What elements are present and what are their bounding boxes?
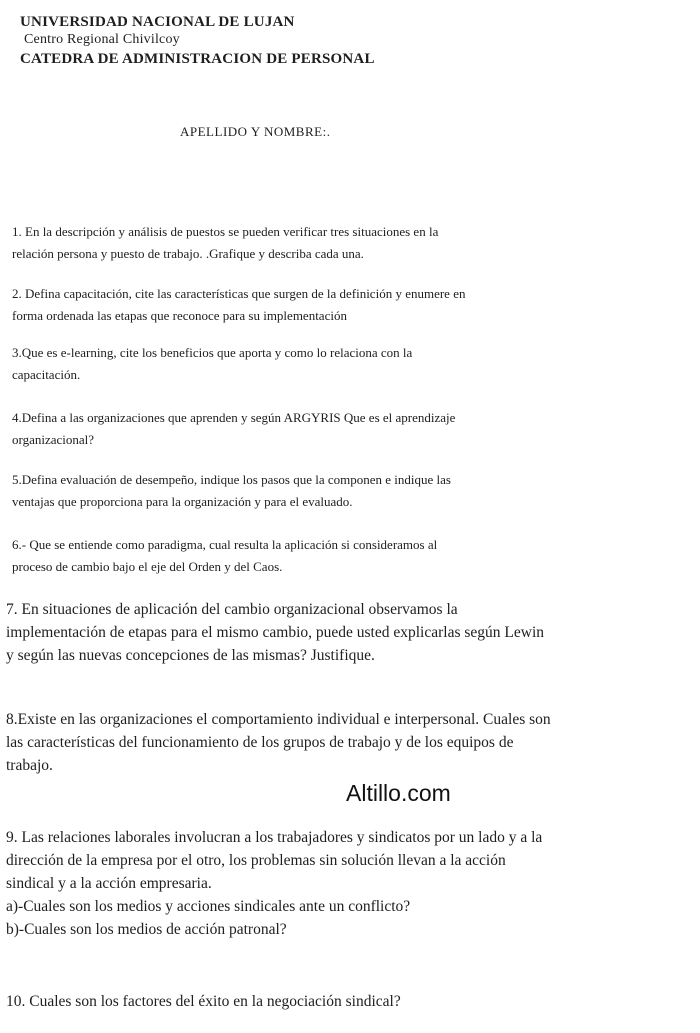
question-7: 7. En situaciones de aplicación del cambio organizacional observamos la implementación de etapas para el mismo cambio, puede usted explicarlas según Lewin y según las nuevas concepciones de las mismas? Justifique. (6, 601, 545, 664)
question-2: 2. Defina capacitación, cite las características que surgen de la definición y enumere en forma ordenada las etapas que reconoce para su implementación (12, 286, 466, 323)
student-name-field: APELLIDO Y NOMBRE:. (180, 124, 331, 139)
question-4: 4.Defina a las organizaciones que aprenden y según ARGYRIS Que es el aprendizaje organizacional? (12, 410, 456, 447)
question-10: 10. Cuales son los factores del éxito en la negociación sindical? (6, 993, 401, 1010)
question-6: 6.- Que se entiende como paradigma, cual resulta la aplicación si consideramos al proceso de cambio bajo el eje del Orden y del Caos. (12, 537, 438, 574)
question-9: 9. Las relaciones laborales involucran a los trabajadores y sindicatos por un lado y a la dirección de la empresa por el otro, los problemas sin solución llevan a la acción sindical y a la acción empresaria. a)-Cuales son los medios y acciones sindicales ante un conflicto? b)-Cuales son los medios de acción patronal? (6, 829, 543, 938)
chair-name: CATEDRA DE ADMINISTRACION DE PERSONAL (20, 51, 375, 67)
university-name: UNIVERSIDAD NACIONAL DE LUJAN (20, 14, 295, 30)
question-5: 5.Defina evaluación de desempeño, indique los pasos que la componen e indique las ventajas que proporciona para la organización y para el evaluado. (12, 472, 451, 509)
altillo-watermark: Altillo.com (346, 780, 451, 806)
question-3: 3.Que es e-learning, cite los beneficios que aporta y como lo relaciona con la capacitación. (12, 345, 413, 382)
question-1: 1. En la descripción y análisis de puestos se pueden verificar tres situaciones en la relación persona y puesto de trabajo. .Grafique y describa cada una. (12, 224, 439, 261)
regional-center: Centro Regional Chivilcoy (24, 32, 180, 47)
question-8: 8.Existe en las organizaciones el comportamiento individual e interpersonal. Cuales son las características del funcionamiento de los grupos de trabajo y de los equipos de trabajo. (6, 711, 551, 774)
